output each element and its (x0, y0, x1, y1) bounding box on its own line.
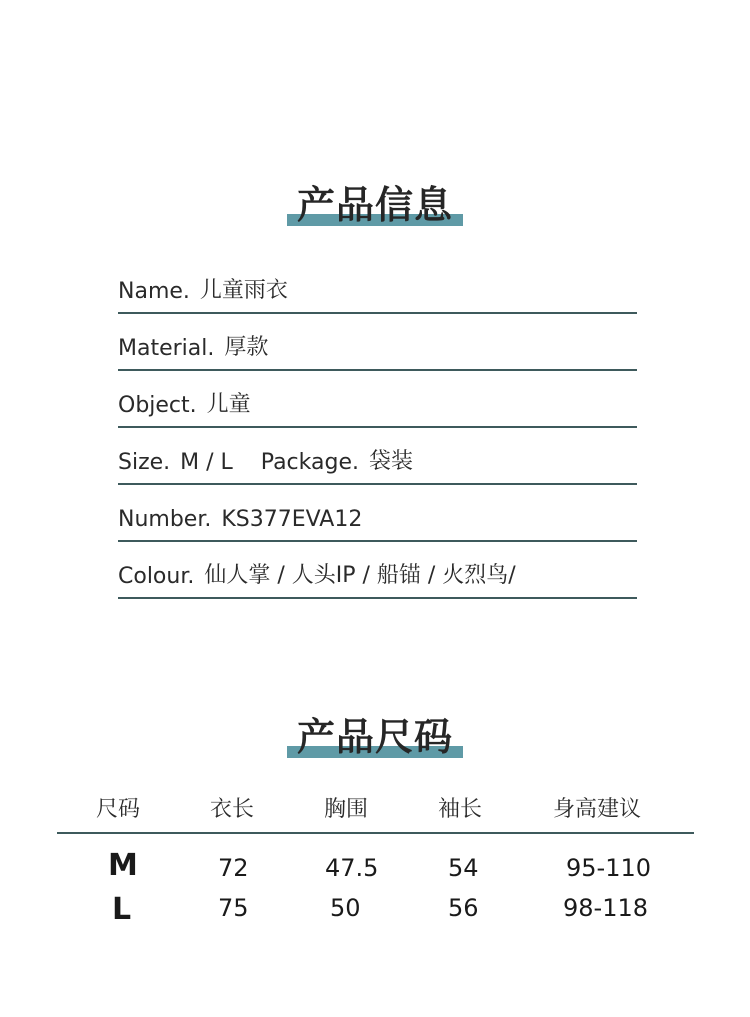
table-row (0, 848, 750, 888)
table-row (0, 892, 750, 932)
material-label: Material. (118, 336, 215, 361)
material-value: 厚款 (224, 335, 269, 360)
info-row-name (118, 266, 637, 314)
name-label: Name. (118, 279, 190, 304)
object-label: Object. (118, 393, 197, 418)
cell-length: 75 (218, 894, 249, 922)
cell-chest: 50 (330, 894, 361, 922)
info-row-object (118, 380, 637, 428)
size-table-divider (57, 832, 694, 834)
info-section-title (0, 182, 750, 228)
size-value: M / L (180, 450, 233, 475)
info-row-number (118, 494, 637, 542)
package-value: 袋装 (368, 449, 413, 474)
package-label: Package. (260, 450, 359, 475)
info-title-text: 产品信息 (296, 183, 453, 227)
info-row-material (118, 323, 637, 371)
size-table-header (0, 792, 750, 826)
name-value: 儿童雨衣 (199, 278, 288, 303)
cell-height: 98-118 (563, 894, 649, 922)
cell-length: 72 (218, 854, 249, 882)
size-title-text: 产品尺码 (296, 715, 453, 759)
number-label: Number. (118, 507, 212, 532)
cell-size: L (112, 892, 132, 927)
colour-label: Colour. (118, 564, 195, 589)
header-size: 尺码 (96, 797, 141, 822)
object-value: 儿童 (206, 392, 251, 417)
number-value: KS377EVA12 (221, 507, 363, 532)
header-chest: 胸围 (324, 797, 369, 822)
cell-chest: 47.5 (325, 854, 379, 882)
header-length: 衣长 (210, 797, 255, 822)
header-height-rec: 身高建议 (553, 797, 642, 822)
cell-height: 95-110 (566, 854, 652, 882)
info-row-colour (118, 551, 637, 599)
cell-size: M (108, 848, 138, 883)
size-section-title (0, 714, 750, 760)
header-sleeve: 袖长 (438, 797, 483, 822)
colour-value: 仙人掌 / 人头IP / 船锚 / 火烈鸟/ (204, 563, 516, 588)
cell-sleeve: 54 (448, 854, 479, 882)
size-label: Size. (118, 450, 171, 475)
info-row-size (118, 437, 637, 485)
cell-sleeve: 56 (448, 894, 479, 922)
